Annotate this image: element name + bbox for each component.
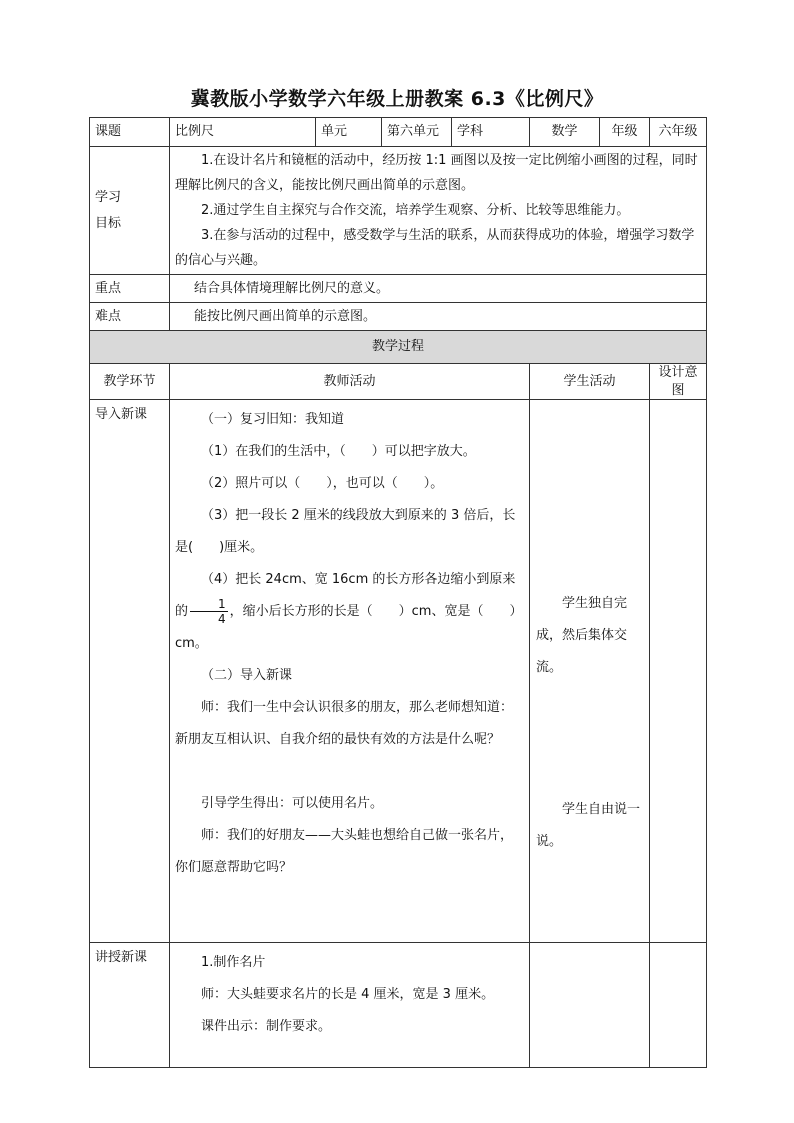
intro-student-activity (530, 400, 650, 943)
intro-design-intent (650, 400, 707, 943)
intro-teacher-activity (170, 400, 530, 943)
intro-stage: 导入新课 (90, 400, 170, 943)
spacer (536, 400, 643, 588)
intro-line: 师：我们一生中会认识很多的朋友，那么老师想知道：新朋友互相认识、自我介绍的最快有效的方法是什么呢？ (175, 700, 514, 748)
grade-label: 年级 (600, 118, 650, 147)
key-point-row (90, 275, 707, 303)
objective-item: 3.在参与活动的过程中，感受数学与生活的联系，从而获得成功的体验，增强学习数学的信心与兴趣。 (175, 228, 695, 268)
subject-label: 学科 (452, 118, 530, 147)
intro-line: 师：我们的好朋友——大头蛙也想给自己做一张名片，你们愿意帮助它吗？ (175, 828, 514, 876)
intro-line: （3）把一段长 2 厘米的线段放大到原来的 3 倍后，长是( )厘米。 (175, 508, 516, 556)
topic-value: 比例尺 (170, 118, 316, 147)
column-teacher: 教师活动 (170, 364, 530, 400)
column-intent: 设计意图 (650, 364, 707, 400)
difficulty-label: 难点 (90, 303, 170, 331)
fraction (190, 597, 228, 626)
process-header: 教学过程 (90, 331, 707, 364)
difficulty-text: 能按比例尺画出简单的示意图。 (170, 303, 707, 331)
spacer (536, 684, 643, 794)
spacer (175, 756, 524, 788)
unit-label: 单元 (316, 118, 382, 147)
grade-value: 六年级 (650, 118, 707, 147)
intro-line: （1）在我们的生活中，（ ）可以把字放大。 (201, 444, 476, 460)
lesson-plan-table (89, 117, 707, 1068)
page-title: 冀教版小学数学六年级上册教案 6.3《比例尺》 (190, 88, 604, 110)
intro-line: （二）导入新课 (201, 668, 293, 684)
teach-design-intent (650, 943, 707, 1068)
objective-item: 1.在设计名片和镜框的活动中，经历按 1:1 画图以及按一定比例缩小画图的过程，同时理解比例尺的含义，能按比例尺画出简单的示意图。 (175, 153, 698, 193)
intro-line: （2）照片可以（ ），也可以（ ）。 (201, 476, 444, 492)
topic-label: 课题 (90, 118, 170, 147)
column-stage: 教学环节 (90, 364, 170, 400)
teach-row (90, 943, 707, 1068)
intro-line (175, 564, 524, 660)
intro-line-part: ，缩小后长方形的长是（ ）cm、宽是（ ）cm。 (175, 604, 523, 652)
objectives-label (90, 147, 170, 275)
fraction-denominator: 4 (218, 612, 226, 627)
objective-item: 2.通过学生自主探究与合作交流，培养学生观察、分析、比较等思维能力。 (201, 203, 630, 218)
objectives-content (170, 147, 707, 275)
student-activity-text: 学生独自完成，然后集体交流。 (536, 596, 628, 676)
intro-line-part: （4）把长 24cm、宽 16cm 的长方形各边缩小到原来的 (175, 572, 516, 620)
teach-teacher-activity (170, 943, 530, 1068)
teach-line: 1.制作名片 (201, 955, 266, 971)
subject-value: 数学 (530, 118, 600, 147)
key-point-text: 结合具体情境理解比例尺的意义。 (170, 275, 707, 303)
difficulty-row (90, 303, 707, 331)
info-row (90, 118, 707, 147)
teach-student-activity (530, 943, 650, 1068)
process-columns-row (90, 364, 707, 400)
objectives-label-text: 学习目标 (95, 189, 122, 231)
student-activity-text: 学生自由说一说。 (536, 802, 641, 850)
objectives-row (90, 147, 707, 275)
teach-line: 师：大头蛙要求名片的长是 4 厘米，宽是 3 厘米。 (201, 987, 495, 1003)
teach-stage: 讲授新课 (90, 943, 170, 1068)
intro-row (90, 400, 707, 943)
column-student: 学生活动 (530, 364, 650, 400)
unit-value: 第六单元 (382, 118, 452, 147)
teach-line: 课件出示：制作要求。 (201, 1019, 332, 1035)
process-header-row (90, 331, 707, 364)
fraction-numerator: 1 (190, 597, 228, 612)
intro-line: （一）复习旧知：我知道 (201, 412, 345, 428)
intro-line: 引导学生得出：可以使用名片。 (201, 796, 384, 812)
key-point-label: 重点 (90, 275, 170, 303)
